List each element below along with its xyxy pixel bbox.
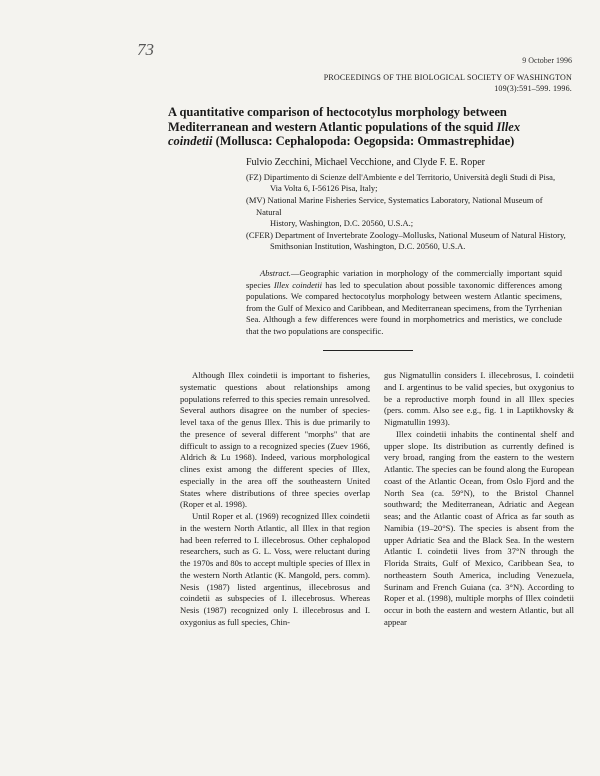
affiliations [246,172,568,253]
title-line-3-text: (Mollusca: Cephalopoda: Oegopsida: Ommastrephidae) [212,134,515,148]
journal-header [324,72,572,94]
body-paragraph: Until Roper et al. (1969) recognized Illex coindetii in the western North Atlantic, all Illex in that region had been referred to I. illecebrosus. Other cephalopod researchers, such as G. L. Voss, were reluctant during the 1970s and 80s to accept multiple species of Illex in the western North Atlantic (K. Mangold, pers. comm). Nesis (1987) listed argentinus, illecebrosus and coindetii as subspecies of I. illecebrosus. Whereas Nesis (1987) recognized only I. illecebrosus and I. oxygonius as full species, Chin- [180,511,370,627]
abstract-text-1: —Geographic variation in morphology of the commercially important squid species [246,268,562,290]
journal-name: PROCEEDINGS OF THE BIOLOGICAL SOCIETY OF WASHINGTON [323,73,572,82]
body-paragraph: Although Illex coindetii is important to fisheries, systematic questions about relationships among populations referred to this species remain unresolved. Several authors disagree on the number of species-level taxa of the genus Illex. This is due primarily to the presence of several different "morphs" that are difficult to assign to a recognized species (Zuev 1966, Aldrich & Lu 1968). Indeed, various morphological clines exist among the different species of Illex, especially in the area off the southeastern United States where distributions of three species overlap (Roper et al. 1998). [180,370,370,510]
body-paragraph: Illex coindetii inhabits the continental shelf and upper slope. Its distribution as currently defined is very broad, ranging from the eastern to the western Atlantic. The species can be found along the European coast of the Atlantic Ocean, from Oslo Fjord and the North Sea (ca. 59°N), to the Bristol Channel southward; the Mediterranean, Adriatic and Aegean seas; and the Atlantic coast of Africa as far south as Namibia (19–20°S). The species is absent from the upper Adriatic Sea and the Black Sea. In the western Atlantic I. coindetii lives from 37°N through the Florida Straits, Gulf of Mexico, Caribbean Sea, to northeastern South America, including Venezuela, Surinam and French Guiana (ca. 3°N). According to Roper et al. (1998), multiple morphs of Illex coindetii occur in both the eastern and western Atlantic, but all appear [384,428,574,627]
section-divider [323,350,413,351]
author-list: Fulvio Zecchini, Michael Vecchione, and Clyde F. E. Roper [246,157,485,168]
abstract-text-2: has led to speculation about possible taxonomic differences among populations. We compared hectocotylus morphology between western Atlantic specimens, from the Gulf of Mexico and Caribbean, and Mediterranean specimens, from the Tyrrhenian Sea. Although a few differences were found in morphometrics and meristics, we conclude that the two populations are conspecific. [246,279,563,336]
affiliation-fz-line1: (FZ) Dipartimento di Scienze dell'Ambiente e del Territorio, Università degli Studi di Pisa, [246,172,556,182]
affiliation-mv-line1: (MV) National Marine Fisheries Service, Systematics Laboratory, National Museum of Natural [246,195,543,217]
handwritten-margin-mark: 73 [137,40,154,59]
affiliation-cfer-line1: (CFER) Department of Invertebrate Zoology–Mollusks, National Museum of Natural History, [246,230,566,241]
abstract [246,268,562,338]
abstract-species: Illex coindetii [273,279,322,290]
body-column-left [180,370,370,629]
title-line-2 [168,120,558,135]
date-stamp: 9 October 1996 [522,56,572,65]
title-genus: Illex [496,119,521,134]
title-line-1: A quantitative comparison of hectocotylus morphology between [168,105,507,119]
title-line-3 [168,134,558,149]
abstract-label: Abstract. [260,268,291,278]
affiliation-fz-line2: Via Volta 6, I-56126 Pisa, Italy; [270,183,378,194]
body-column-right [384,370,574,629]
title-line-2-text: Mediterranean and western Atlantic populations of the squid [168,119,497,134]
affiliation-fz [246,172,568,194]
article-title [168,105,558,149]
affiliation-cfer [246,230,568,252]
title-species: coindetii [168,134,213,148]
journal-citation: 109(3):591–599. 1996. [494,84,572,93]
affiliation-mv-line2: History, Washington, D.C. 20560, U.S.A.; [270,217,414,228]
affiliation-cfer-line2: Smithsonian Institution, Washington, D.C. 20560, U.S.A. [270,241,466,252]
affiliation-mv [246,195,568,229]
body-paragraph: gus Nigmatullin considers I. illecebrosus, I. coindetii and I. argentinus to be valid species, but oxygonius to be a reproductive morph found in all Illex species (pers. comm. Also see e.g., fig. 1 in Laptikhovsky & Nigmatullin 1993). [384,370,574,427]
